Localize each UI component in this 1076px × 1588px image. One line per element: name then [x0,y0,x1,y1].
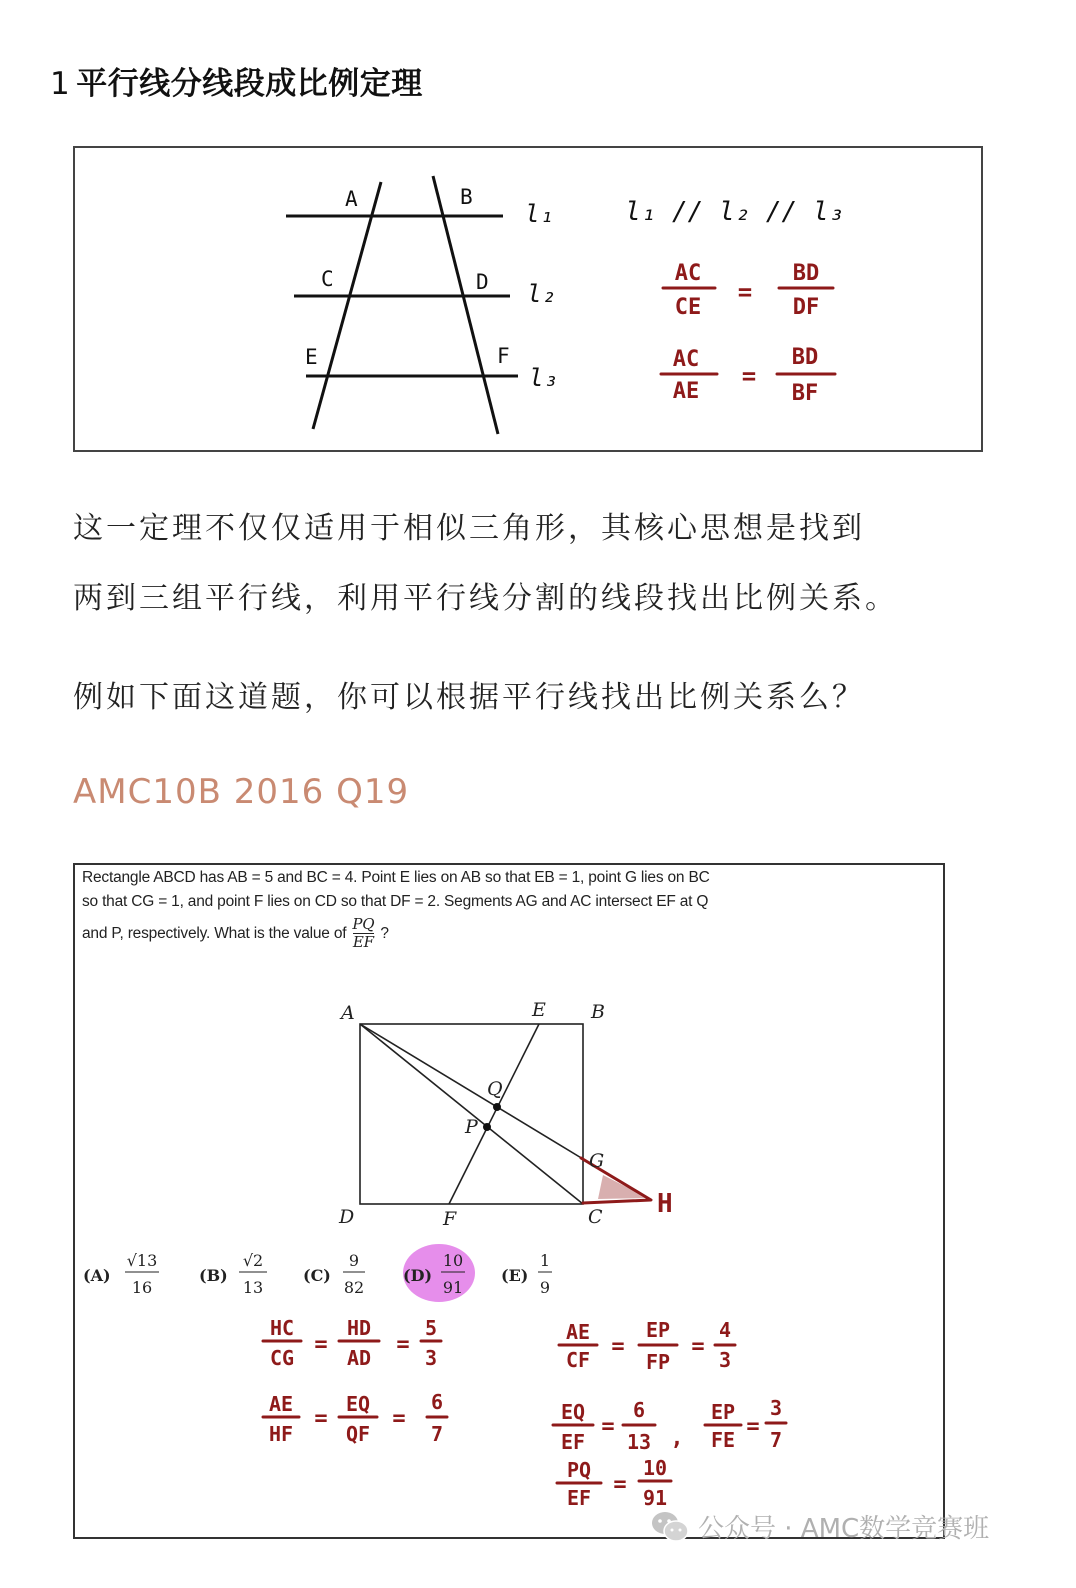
ratio2-lhs-num: AC [672,347,700,372]
eq5-b: FE [710,1428,736,1452]
eq3-c: EP [645,1318,671,1342]
solution-eq6 [557,1456,671,1510]
fig-label-E: E [532,999,546,1021]
choice-A-den: 16 [131,1278,153,1297]
eq6-eq: = [613,1472,627,1497]
problem-source-title: AMC10B 2016 Q19 [73,772,410,812]
segment-EF [449,1024,539,1204]
eq4-comma: , [670,1426,684,1451]
point-F: F [497,344,510,368]
fig-label-C: C [588,1206,603,1228]
eq1-d: AD [346,1346,372,1370]
point-D: D [476,270,489,294]
point-A: A [345,187,358,211]
choice-D-den: 91 [442,1278,464,1297]
ratio1-rhs-den: DF [792,295,820,320]
eq3-d: FP [645,1350,671,1374]
eq1-eq1: = [314,1332,328,1357]
eq2-d: QF [345,1422,371,1446]
eq6-c: 10 [642,1456,668,1480]
choice-C-den: 82 [343,1278,365,1297]
eq3-e: 4 [718,1318,732,1342]
eq2-e: 6 [430,1390,444,1414]
label-l2: l₂ [527,280,556,308]
problem-line-2: so that CG = 1, and point F lies on CD so that DF = 2. Segments AG and AC intersect EF at Q [82,893,709,910]
ratio1-rhs-num: BD [792,261,820,286]
segment-AG [360,1024,583,1159]
transversal-left [313,182,381,429]
fig-label-H: H [657,1189,673,1219]
choice-C-label: (C) [303,1266,331,1285]
question-fraction-den: EF [352,933,374,951]
solution-eq4 [553,1398,684,1454]
choice-D-label: (D) [403,1266,433,1285]
parallel-statement: l₁ // l₂ // l₃ [625,197,845,227]
section-heading [50,58,423,103]
eq2-a: AE [268,1392,294,1416]
eq5-d: 7 [769,1428,783,1452]
label-l1: l₁ [525,200,554,228]
eq3-a: AE [565,1320,591,1344]
fig-label-Q: Q [487,1078,503,1100]
eq3-eq1: = [611,1334,625,1359]
wechat-icon [650,1510,690,1544]
watermark [650,1508,989,1545]
extension-fill [598,1175,648,1199]
choice-E-num: 1 [539,1251,551,1270]
choice-B-den: 13 [242,1278,264,1297]
eq5-a: EP [710,1400,736,1424]
choice-A [83,1251,159,1297]
choice-E [501,1251,552,1297]
eq1-b: CG [269,1346,295,1370]
choice-A-label: (A) [83,1266,111,1285]
problem-line-1: Rectangle ABCD has AB = 5 and BC = 4. Point E lies on AB so that EB = 1, point G lies on BC [82,869,710,886]
eq1-a: HC [269,1316,295,1340]
eq2-b: HF [268,1422,294,1446]
fig-label-P: P [465,1116,478,1138]
eq2-f: 7 [430,1422,444,1446]
point-Q-dot [493,1103,501,1111]
eq4-d: 13 [626,1430,652,1454]
eq2-eq1: = [314,1406,328,1431]
segment-AC [360,1024,583,1204]
eq4-c: 6 [632,1398,646,1422]
paragraph-line-2: 两到三组平行线，利用平行线分割的线段找出比例关系。 [73,581,898,616]
question-fraction-num: PQ [352,915,375,933]
point-C: C [321,267,334,291]
ratio2-lhs-den: AE [672,379,700,404]
ratio1-equals: = [737,278,753,306]
choice-C [303,1251,365,1297]
choice-E-den: 9 [539,1278,551,1297]
fig-label-A: A [341,1002,355,1024]
label-l3: l₃ [529,364,558,392]
eq4-eq: = [601,1414,615,1439]
eq1-f: 3 [424,1346,438,1370]
eq6-b: EF [566,1486,592,1510]
eq5-c: 3 [769,1396,783,1420]
eq3-b: CF [565,1348,591,1372]
fig-label-F: F [443,1208,457,1230]
solution-eq1 [263,1316,441,1370]
section-number: 1 [50,66,71,102]
choice-D-num: 10 [442,1251,464,1270]
problem-line-3-text: and P, respectively. What is the value of [82,924,347,942]
eq1-c: HD [346,1316,372,1340]
eq6-a: PQ [566,1458,592,1482]
ratio2-rhs-den: BF [791,381,819,406]
fig-label-D: D [339,1206,355,1228]
fig-label-B: B [591,1001,605,1023]
eq3-eq2: = [691,1334,705,1359]
eq5-eq: = [746,1414,760,1439]
paragraph-line-3: 例如下面这道题，你可以根据平行线找出比例关系么？ [73,680,865,715]
solution-eq5 [705,1396,786,1452]
eq3-f: 3 [718,1348,732,1372]
ratio2-equals: = [741,362,757,390]
eq2-eq2: = [392,1406,406,1431]
ratio1-lhs-num: AC [674,261,702,286]
point-B: B [460,185,473,209]
eq2-c: EQ [345,1392,371,1416]
eq6-d: 91 [642,1486,668,1510]
choice-C-num: 9 [348,1251,360,1270]
ratio2-rhs-num: BD [791,345,819,370]
eq1-e: 5 [424,1316,438,1340]
choice-A-num: √13 [126,1251,158,1270]
problem-figure [73,863,945,1539]
watermark-text: 公众号 · AMC数学竞赛班 [698,1514,990,1544]
paragraph-line-1: 这一定理不仅仅适用于相似三角形，其核心思想是找到 [73,511,865,546]
theorem-figure [73,146,983,452]
question-mark: ? [380,924,389,942]
eq1-eq2: = [396,1332,410,1357]
solution-eq2 [263,1390,447,1446]
choice-B-label: (B) [199,1266,228,1285]
fig-label-G: G [589,1150,605,1172]
section-title: 平行线分线段成比例定理 [76,66,423,102]
choice-B [199,1251,267,1297]
choice-B-num: √2 [242,1251,264,1270]
point-P-dot [483,1123,491,1131]
eq4-b: EF [560,1430,586,1454]
solution-eq3 [559,1318,735,1374]
ratio1-lhs-den: CE [674,295,702,320]
point-E: E [305,345,318,369]
eq4-a: EQ [560,1400,586,1424]
choice-E-label: (E) [501,1266,529,1285]
